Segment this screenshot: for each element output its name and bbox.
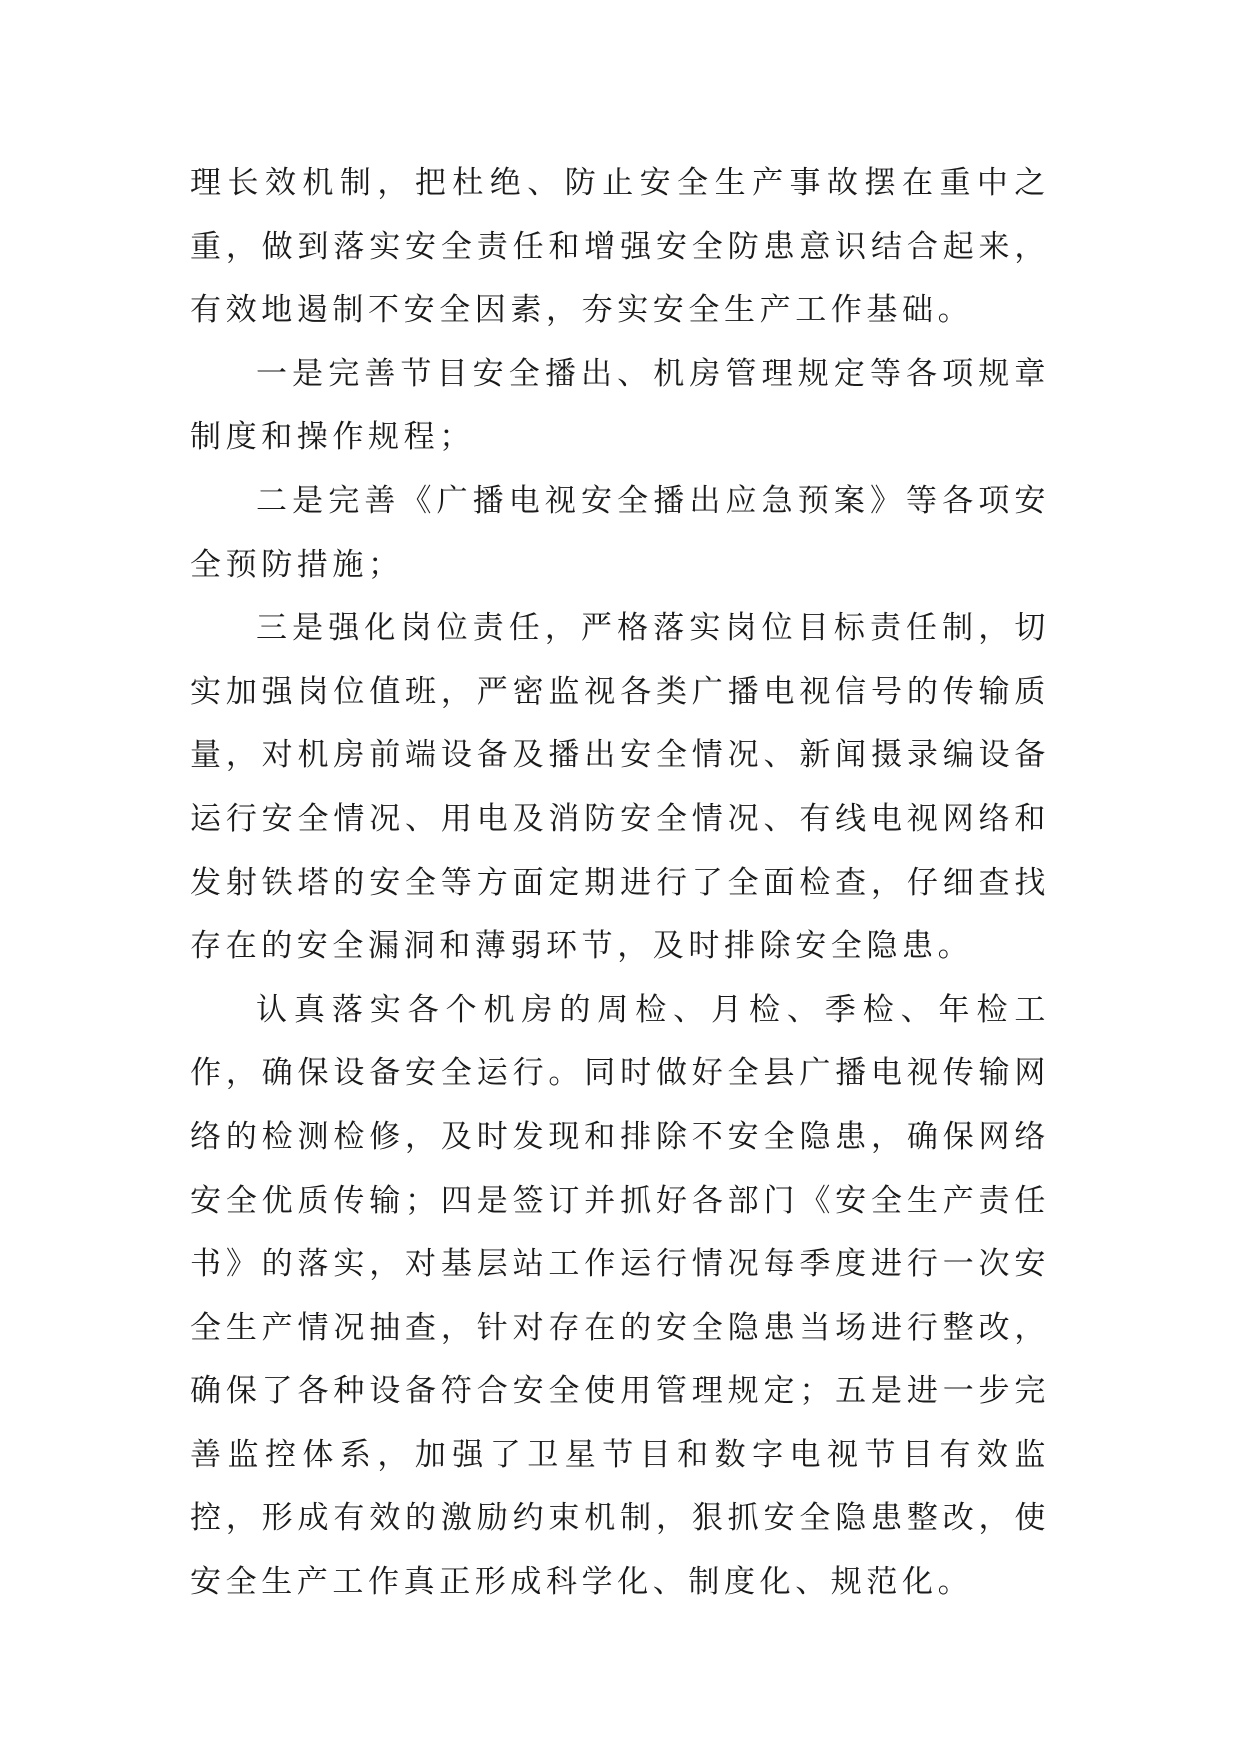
paragraph-item-one: 一是完善节目安全播出、机房管理规定等各项规章制度和操作规程； xyxy=(190,355,1050,456)
paragraph-item-two: 二是完善《广播电视安全播出应急预案》等各项安全预防措施； xyxy=(190,482,1050,583)
paragraph-intro-continuation: 理长效机制，把杜绝、防止安全生产事故摆在重中之重，做到落实安全责任和增强安全防患意识结合起来，有效地遏制不安全因素，夯实安全生产工作基础。 xyxy=(190,165,1050,329)
paragraph-item-three: 三是强化岗位责任，严格落实岗位目标责任制，切实加强岗位值班，严密监视各类广播电视信号的传输质量，对机房前端设备及播出安全情况、新闻摄录编设备运行安全情况、用电及消防安全情况、有线电视网络和发射铁塔的安全等方面定期进行了全面检查，仔细查找存在的安全漏洞和薄弱环节，及时排除安全隐患。 xyxy=(190,610,1050,965)
document-page xyxy=(190,152,1050,1615)
paragraph-inspection: 认真落实各个机房的周检、月检、季检、年检工作，确保设备安全运行。同时做好全县广播电视传输网络的检测检修，及时发现和排除不安全隐患，确保网络安全优质传输；四是签订并抓好各部门《安全生产责任书》的落实，对基层站工作运行情况每季度进行一次安全生产情况抽查，针对存在的安全隐患当场进行整改，确保了各种设备符合安全使用管理规定；五是进一步完善监控体系，加强了卫星节目和数字电视节目有效监控，形成有效的激励约束机制，狠抓安全隐患整改，使安全生产工作真正形成科学化、制度化、规范化。 xyxy=(190,991,1050,1601)
